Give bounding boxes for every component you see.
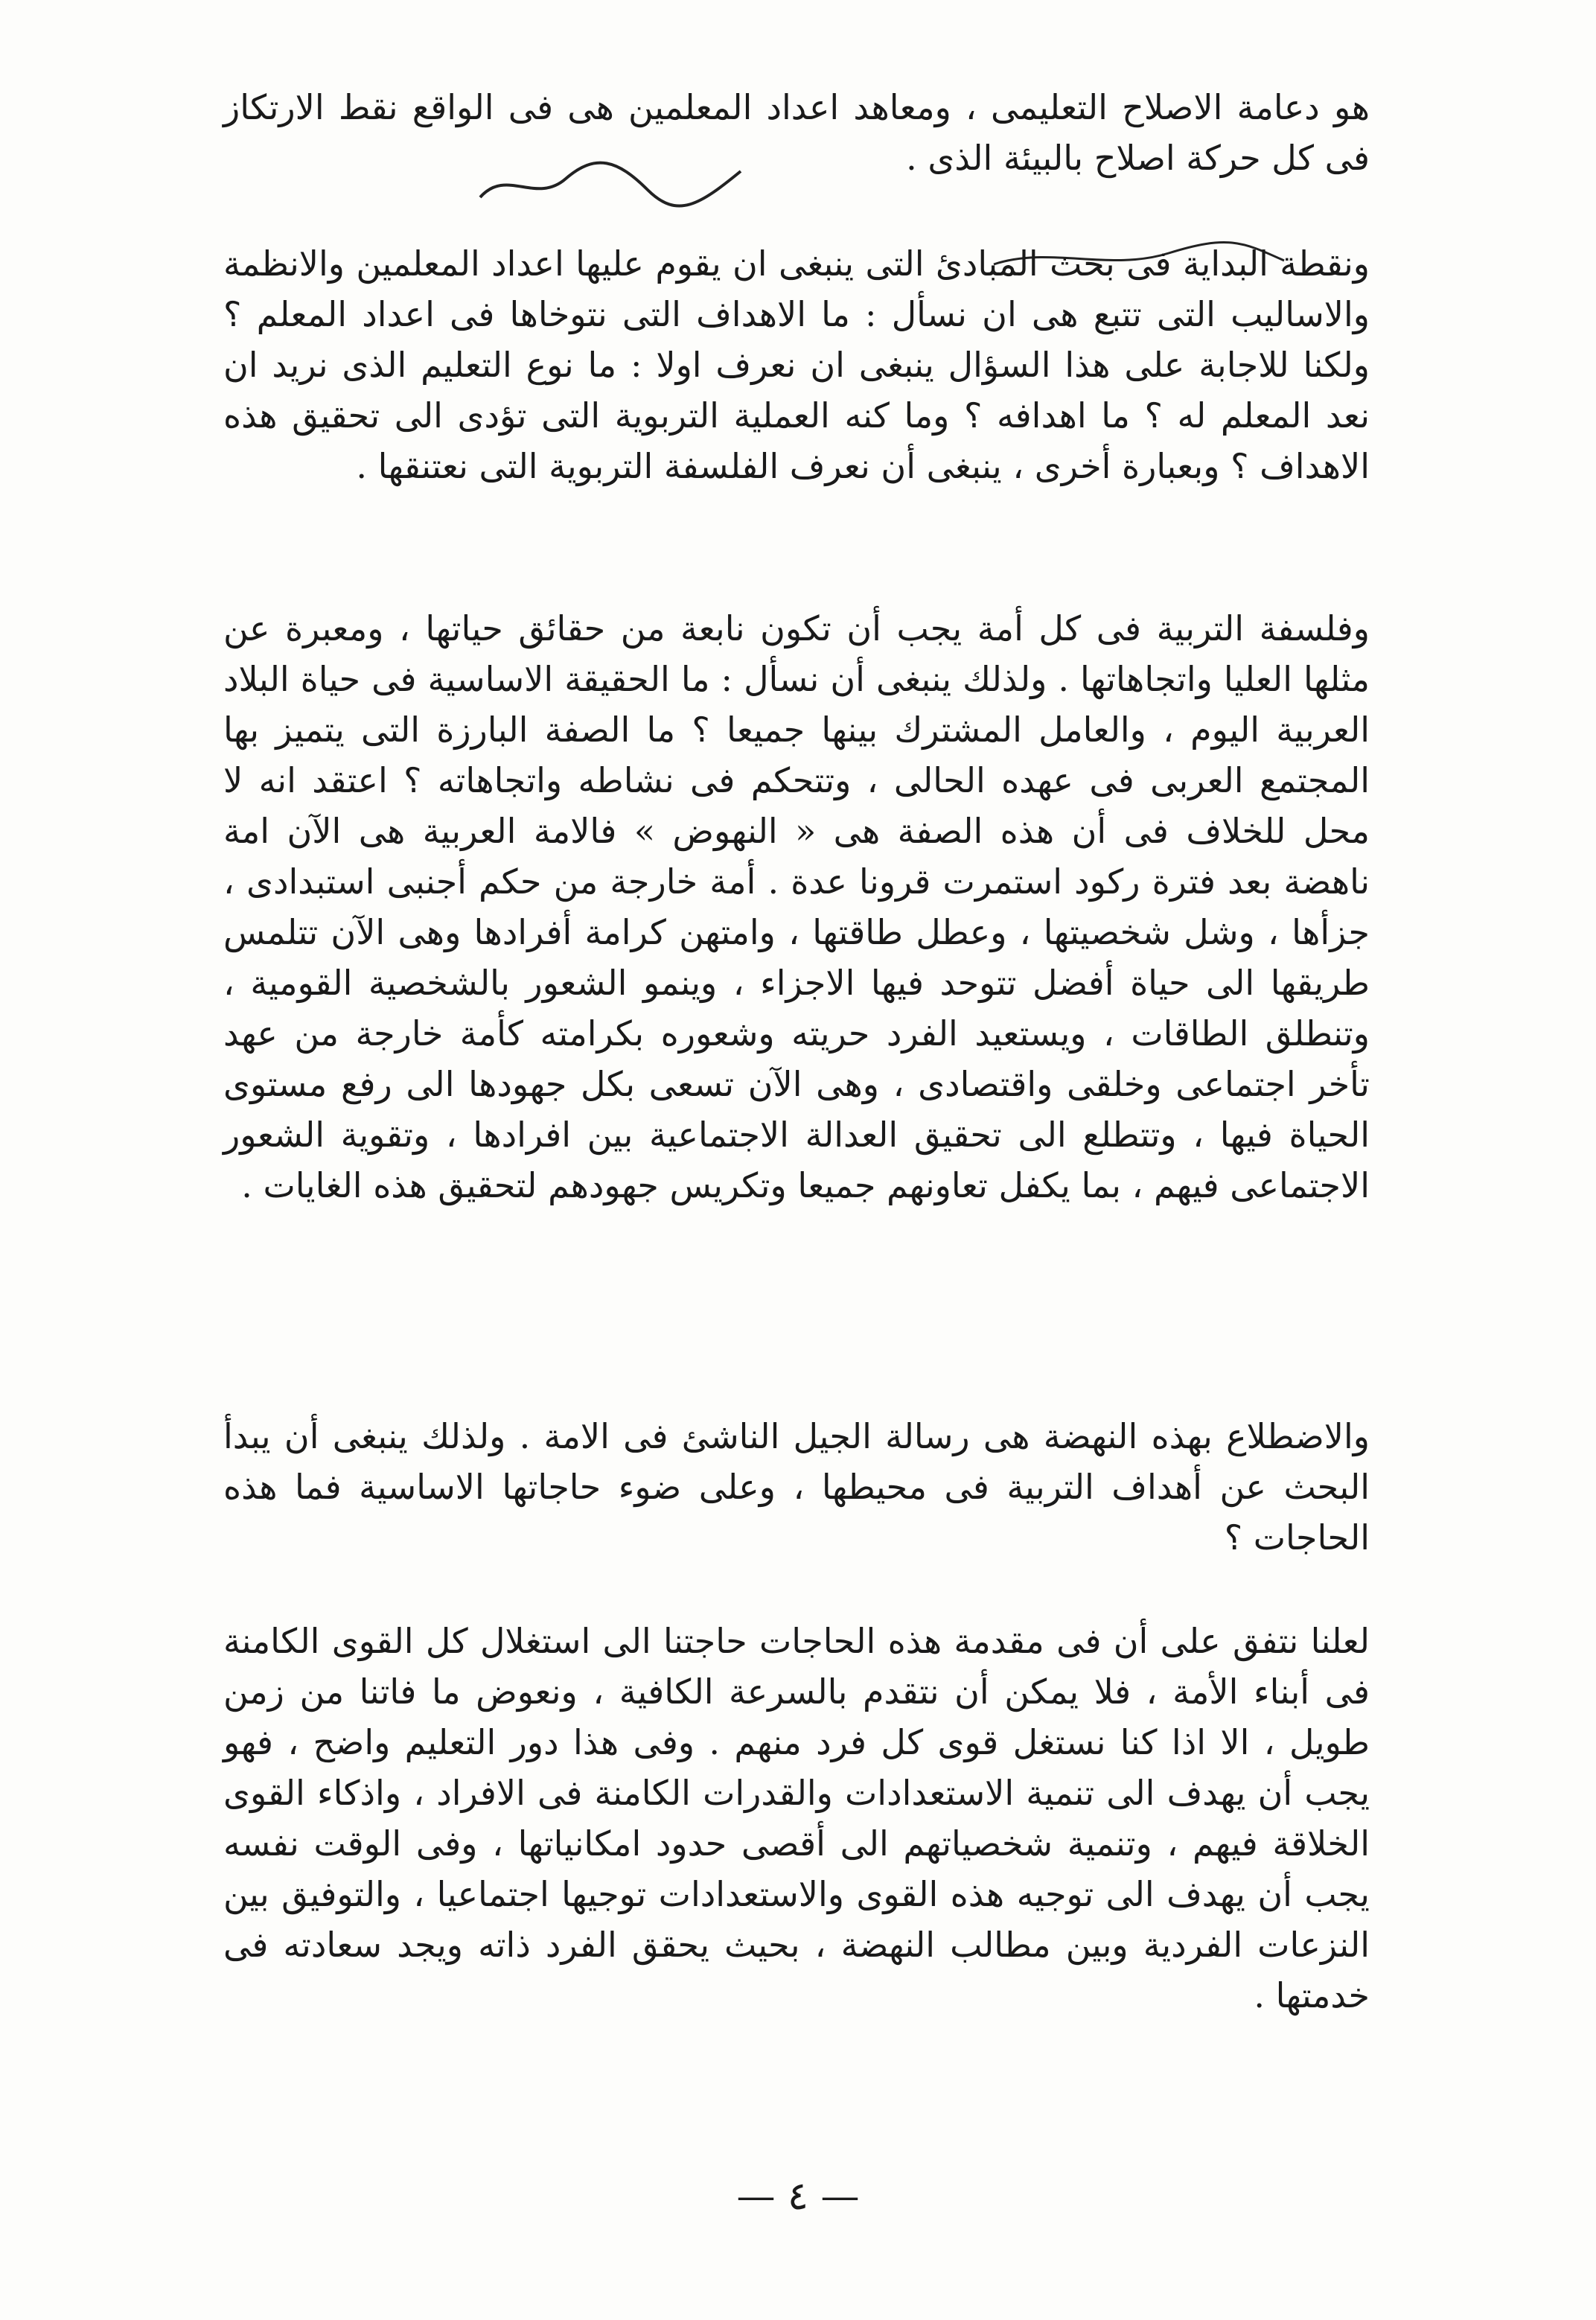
paragraph-needs: لعلنا نتفق على أن فى مقدمة هذه الحاجات حاجتنا الى استغلال كل القوى الكامنة فى أبناء الأمة ، فلا يمكن أن نتقدم بالسرعة الكافية ، ونعوض ما فاتنا من زمن طويل ، الا اذا كنا نستغل قوى كل فرد منهم . وفى هذا دور التعليم واضح ، فهو يجب أن يهدف الى تنمية الاستعدادات والقدرات الكامنة فى الافراد ، واذكاء القوى الخلاقة فيهم ، وتنمية شخصياتهم الى أقصى حدود امكانياتها ، وفى الوقت نفسه يجب أن يهدف الى توجيه هذه القوى والاستعدادات توجيها اجتماعيا ، والتوفيق بين النزعات الفردية وبين مطالب النهضة ، بحيث يحقق الفرد ذاته ويجد سعادته فى خدمتها . — [223, 1621, 1370, 2015]
paragraph-mission-of-generation: والاضطلاع بهذه النهضة هى رسالة الجيل الناشئ فى الامة . ولذلك ينبغى أن يبدأ البحث عن أهداف التربية فى محيطها ، وعلى ضوء حاجاتها الاساسية فما هذه الحاجات ؟ — [223, 1416, 1370, 1558]
paragraph-starting-point: ونقطة البداية فى بحث المبادئ التى ينبغى ان يقوم عليها اعداد المعلمين والانظمة والاساليب التى تتبع هى ان نسأل : ما الاهداف التى نتوخاها فى اعداد المعلم ؟ ولكنا للاجابة على هذا السؤال ينبغى ان نعرف اولا : ما نوع التعليم الذى نريد ان نعد المعلم له ؟ ما اهدافه ؟ وما كنه العملية التربوية التى تؤدى الى تحقيق هذه الاهداف ؟ وبعبارة أخرى ، ينبغى أن نعرف الفلسفة التربوية التى نعتنقها . — [223, 243, 1370, 486]
handwritten-scribble — [476, 153, 744, 212]
page-number: — ٤ — — [736, 2174, 860, 2219]
paragraph-intro-continuation: هو دعامة الاصلاح التعليمى ، ومعاهد اعداد المعلمين هى فى الواقع نقط الارتكاز فى كل حركة اصلاح بالبيئة الذى . — [223, 87, 1370, 178]
paragraph-philosophy-of-education: وفلسفة التربية فى كل أمة يجب أن تكون نابعة من حقائق حياتها ، ومعبرة عن مثلها العليا واتجاهاتها . ولذلك ينبغى أن نسأل : ما الحقيقة الاساسية فى حياة البلاد العربية اليوم ، والعامل المشترك بينها جميعا ؟ ما الصفة البارزة التى يتميز بها المجتمع العربى فى عهده الحالى ، وتتحكم فى نشاطه واتجاهاته ؟ اعتقد انه لا محل للخلاف فى أن هذه الصفة هى « النهوض » فالامة العربية هى الآن امة ناهضة بعد فترة ركود استمرت قرونا عدة . أمة خارجة من حكم أجنبى استبدادى ، جزأها ، وشل شخصيتها ، وعطل طاقتها ، وامتهن كرامة أفرادها وهى الآن تتلمس طريقها الى حياة أفضل تتوحد فيها الاجزاء ، وينمو الشعور بالشخصية القومية ، وتنطلق الطاقات ، ويستعيد الفرد حريته وشعوره بكرامته كأمة خارجة من عهد تأخر اجتماعى وخلقى واقتصادى ، وهى الآن تسعى بكل جهودها الى رفع مستوى الحياة فيها ، وتتطلع الى تحقيق العدالة الاجتماعية بين افرادها ، وتقوية الشعور الاجتماعى فيهم ، بما يكفل تعاونهم جميعا وتكريس جهودهم لتحقيق هذه الغايات . — [223, 608, 1370, 1205]
